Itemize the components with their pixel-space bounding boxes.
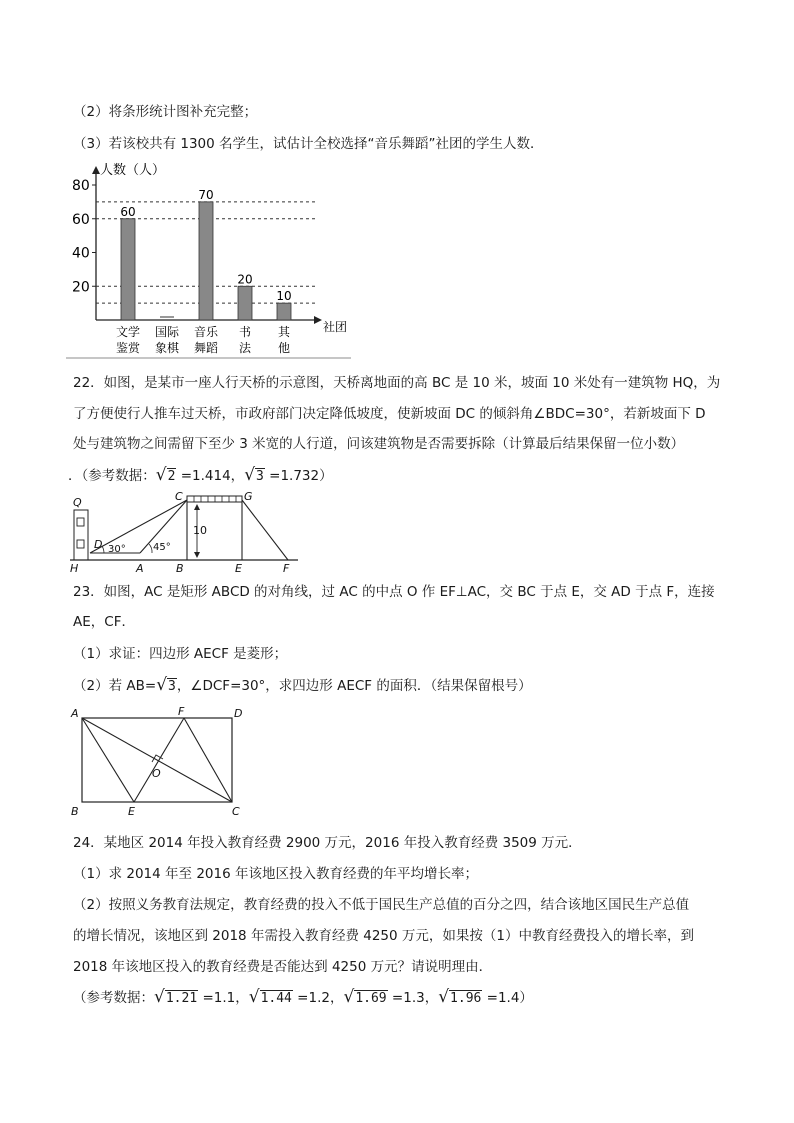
q22-line2: 了方便使行人推车过天桥，市政府部门决定降低坡度，使新坡面 DC 的倾斜角∠BDC=30°，若新坡面下 D (73, 406, 706, 422)
q23-part2 (73, 675, 532, 697)
sqrt-arg: 1.44 (260, 991, 292, 1006)
label-f: F (283, 562, 290, 574)
bar (238, 286, 252, 320)
q24-part2-line2: 的增长情况，该地区到 2018 年需投入教育经费 4250 万元，如果按（1）中教育经费投入的增长率，到 (73, 928, 694, 944)
bar (121, 219, 135, 320)
building-window-bottom (77, 540, 84, 548)
q22-line3: 处与建筑物之间需留下至少 3 米宽的人行道，问该建筑物是否需要拆除（计算最后结果保留一位小数） (73, 436, 685, 452)
rectangle-diagram (70, 703, 250, 821)
sqrt-arg: 1.69 (355, 991, 387, 1006)
sqrt3-expression: √3 (244, 465, 264, 485)
sqrt-expression: √1.69 (343, 987, 387, 1007)
building-hq (74, 510, 88, 560)
arrow-head-up (194, 504, 200, 510)
label-b: B (176, 562, 184, 574)
label-45-degrees: 45° (153, 542, 171, 553)
bar-chart (66, 160, 356, 365)
category-label: 其 (277, 325, 291, 339)
category-label: 法 (238, 341, 252, 355)
label-o: O (152, 767, 161, 780)
q24-reference (73, 987, 533, 1009)
segment-cf (184, 718, 232, 802)
y-tick-label: 40 (72, 245, 90, 262)
label-30-degrees: 30° (108, 544, 126, 555)
label-e: E (235, 562, 242, 574)
y-axis-label: 人数（人） (100, 163, 166, 178)
bridge-diagram (70, 488, 300, 574)
label-d: D (234, 707, 243, 720)
label-c: C (175, 490, 183, 503)
y-tick-label: 20 (72, 279, 90, 296)
sqrt-value: =1.2， (292, 990, 344, 1006)
sqrt-value: =1.4） (482, 990, 533, 1006)
y-axis-arrow (92, 166, 100, 174)
q23-part2-suffix: ，∠DCF=30°，求四边形 AECF 的面积．（结果保留根号） (176, 678, 532, 694)
q24-line1: 24．某地区 2014 年投入教育经费 2900 万元，2016 年投入教育经费 3509 万元． (73, 835, 582, 851)
label-b: B (71, 805, 79, 818)
category-label: 国际 (154, 325, 180, 339)
sqrt2-arg: 2 (167, 469, 176, 484)
segment-ae (82, 718, 134, 802)
sqrt3-arg: 3 (256, 469, 264, 484)
label-a: A (136, 562, 144, 574)
segment-ef (134, 718, 184, 802)
q21-part3: （3）若该校共有 1300 名学生，试估计全校选择“音乐舞蹈”社团的学生人数． (73, 136, 544, 152)
q21-part2: （2）将条形统计图补充完整； (73, 104, 258, 120)
q24-part2-line3: 2018 年该地区投入的教育经费是否能达到 4250 万元？请说明理由． (73, 959, 493, 975)
arrow-head-down (194, 552, 200, 558)
bar (277, 303, 291, 320)
sqrt-expression: √1.44 (248, 987, 292, 1007)
label-q: Q (73, 496, 82, 509)
slope-gf (242, 500, 288, 560)
category-label: 音乐 (193, 325, 219, 339)
deck-rail (194, 496, 236, 502)
x-axis-arrow (314, 316, 322, 324)
q23-part1: （1）求证：四边形 AECF 是菱形； (73, 646, 288, 662)
sqrt-expression: √1.21 (154, 987, 198, 1007)
sqrt3-ab-expression: √3 (156, 675, 176, 695)
q23-line1: 23．如图，AC 是矩形 ABCD 的对角线，过 AC 的中点 O 作 EF⊥AC，交 BC 于点 E，交 AD 于点 F，连接 (73, 584, 715, 600)
y-tick-label: 60 (72, 211, 90, 228)
label-c: C (232, 805, 240, 818)
q22-ref-mid: =1.414， (176, 468, 245, 484)
slope-dc (90, 500, 187, 553)
category-label: 他 (277, 341, 291, 355)
bar-value-label: 10 (276, 289, 292, 304)
bar-value-label: 20 (237, 272, 253, 287)
label-d: D (94, 538, 103, 551)
category-label: 舞蹈 (193, 341, 219, 355)
x-axis-label: 社团 (323, 320, 348, 334)
bar-value-label: 70 (198, 187, 214, 202)
q22-ref-end: =1.732） (264, 468, 333, 484)
category-label: 文学 (115, 325, 141, 339)
sqrt2-expression: √2 (155, 465, 176, 485)
category-label: 书 (238, 325, 252, 339)
label-f: F (178, 705, 185, 718)
q23-part2-prefix: （2）若 AB= (73, 678, 157, 694)
sqrt3-ab-arg: 3 (168, 679, 176, 694)
sqrt-value: =1.3， (387, 990, 439, 1006)
q22-ref-prefix: ．（参考数据： (68, 468, 156, 484)
bar (199, 202, 213, 320)
label-height-10: 10 (193, 524, 207, 537)
label-h: H (70, 562, 79, 574)
sqrt-value: =1.1， (198, 990, 249, 1006)
q23-line2: AE，CF． (73, 614, 135, 630)
category-label: 鉴赏 (115, 341, 141, 355)
sqrt-expression: √1.96 (438, 987, 482, 1007)
sqrt-arg: 1.21 (165, 991, 198, 1006)
bar-value-label: 60 (120, 204, 136, 219)
q24-part2-line1: （2）按照义务教育法规定，教育经费的投入不低于国民生产总值的百分之四，结合该地区国民生产总值 (73, 897, 690, 913)
y-tick-label: 80 (72, 178, 90, 194)
bridge-deck (187, 496, 242, 502)
q22-line1: 22．如图，是某市一座人行天桥的示意图，天桥离地面的高 BC 是 10 米，坡面 10 米处有一建筑物 HQ，为 (73, 375, 721, 391)
sqrt-arg: 1.96 (450, 991, 482, 1006)
q24-ref-prefix: （参考数据： (73, 990, 154, 1006)
label-e: E (128, 805, 135, 818)
building-window-top (77, 518, 84, 526)
q22-reference (68, 465, 333, 487)
label-g: G (244, 490, 253, 503)
category-label: 象棋 (154, 341, 180, 355)
diagonal-ac (82, 718, 232, 802)
q24-part1: （1）求 2014 年至 2016 年该地区投入教育经费的年平均增长率； (73, 866, 478, 882)
angle-arc-45 (149, 544, 152, 553)
label-a: A (71, 707, 79, 720)
